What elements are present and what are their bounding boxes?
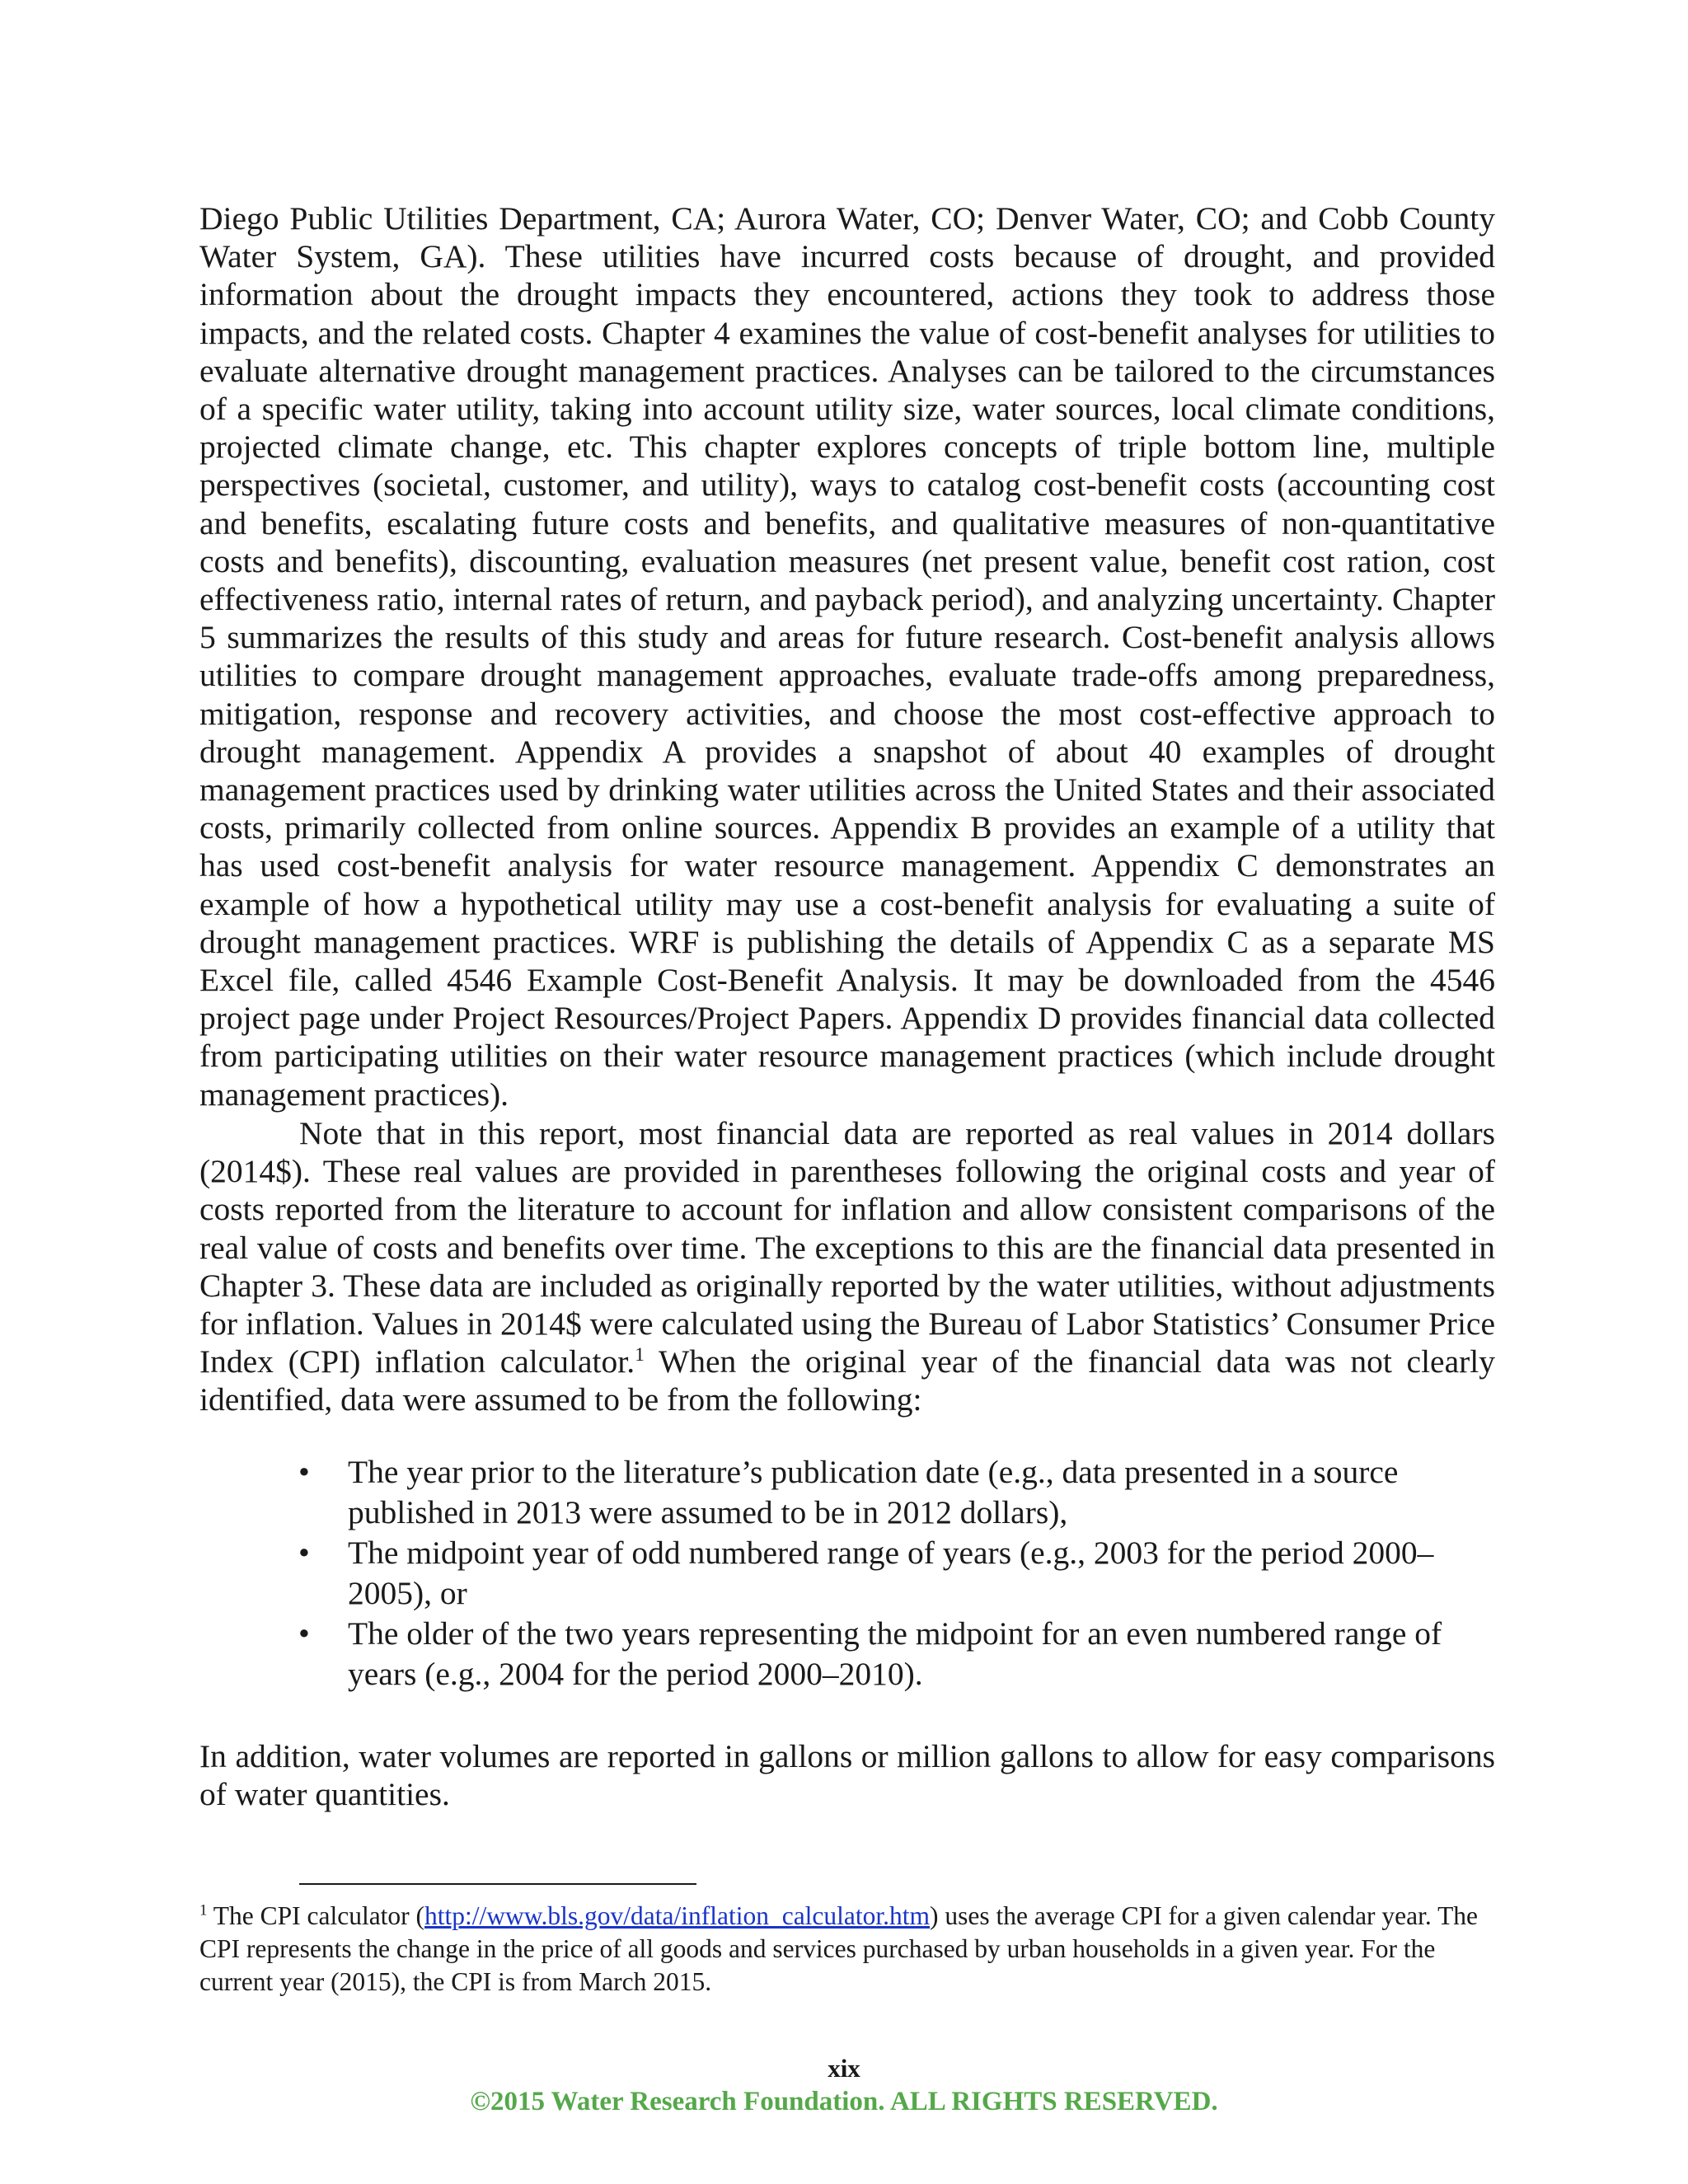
- paragraph-2-text-start: Note that in this report, most financial data are reported as real values in 2014 dollars (2014$). These real values are provided in parentheses following the original costs and year of costs reported from the literature to account for inflation and allow consistent comparisons of the real value of costs and benefits over time. The exceptions to this are the financial data presented in Chapter 3. These data are included as originally reported by the water utilities, without adjustments for inflation. Values in 2014$ were calculated using the Bureau of Labor Statistics’ Consumer Price Index (CPI) inflation calculator.: [199, 1115, 1495, 1380]
- bullet-icon: •: [298, 1535, 310, 1571]
- bullet-icon: •: [298, 1615, 310, 1652]
- bullet-text: The year prior to the literature’s publication date (e.g., data presented in a source published in 2013 were assumed to be in 2012 dollars),: [348, 1454, 1399, 1530]
- bullet-text: The older of the two years representing the midpoint for an even numbered range of years (e.g., 2004 for the period 2000–2010).: [348, 1615, 1442, 1692]
- footnote-divider: [299, 1883, 696, 1885]
- paragraph-2-text-end: When the original year of the financial data was not clearly identified, data were assumed to be from the following:: [199, 1343, 1495, 1418]
- footnote-reference[interactable]: 1: [635, 1344, 645, 1366]
- page-number: xix: [828, 2054, 860, 2083]
- bullet-item: [199, 1533, 1495, 1614]
- footnote-text-end: ) uses the average CPI for a given calendar year. The CPI represents the change in the price of all goods and services purchased by urban households in a given year. For the current year (2015), the CPI is from March 2015.: [199, 1901, 1479, 1996]
- body-paragraph-1: Diego Public Utilities Department, CA; Aurora Water, CO; Denver Water, CO; and Cobb County Water System, GA). These utilities have incurred costs because of drought, and provided information about the drought impacts they encountered, actions they took to address those impacts, and the related costs. Chapter 4 examines the value of cost-benefit analyses for utilities to evaluate alternative drought management practices. Analyses can be tailored to the circumstances of a specific water utility, taking into account utility size, water sources, local climate conditions, projected climate change, etc. This chapter explores concepts of triple bottom line, multiple perspectives (societal, customer, and utility), ways to catalog cost-benefit costs (accounting cost and benefits, escalating future costs and benefits, and qualitative measures of non-quantitative costs and benefits), discounting, evaluation measures (net present value, benefit cost ration, cost effectiveness ratio, internal rates of return, and payback period), and analyzing uncertainty. Chapter 5 summarizes the results of this study and areas for future research. Cost-benefit analysis allows utilities to compare drought management approaches, evaluate trade-offs among preparedness, mitigation, response and recovery activities, and choose the most cost-effective approach to drought management. Appendix A provides a snapshot of about 40 examples of drought management practices used by drinking water utilities across the United States and their associated costs, primarily collected from online sources. Appendix B provides an example of a utility that has used cost-benefit analysis for water resource management. Appendix C demonstrates an example of how a hypothetical utility may use a cost-benefit analysis for evaluating a suite of drought management practices. WRF is publishing the details of Appendix C as a separate MS Excel file, called 4546 Example Cost-Benefit Analysis. It may be downloaded from the 4546 project page under Project Resources/Project Papers. Appendix D provides financial data collected from participating utilities on their water resource management practices (which include drought management practices).: [199, 200, 1495, 1113]
- assumption-bullet-list: [199, 1452, 1495, 1694]
- body-paragraph-2: [199, 1114, 1495, 1419]
- cpi-calculator-link[interactable]: http://www.bls.gov/data/inflation_calculator.htm: [424, 1901, 931, 1930]
- bullet-item: [199, 1614, 1495, 1694]
- bullet-text: The midpoint year of odd numbered range of years (e.g., 2003 for the period 2000–2005), or: [348, 1535, 1434, 1611]
- copyright-notice: ©2015 Water Research Foundation. ALL RIGHTS RESERVED.: [470, 2087, 1218, 2116]
- bullet-icon: •: [298, 1454, 310, 1490]
- footnote: [199, 1900, 1495, 1999]
- body-paragraph-3: In addition, water volumes are reported in gallons or million gallons to allow for easy comparisons of water quantities.: [199, 1738, 1495, 1813]
- footnote-text-start: The CPI calculator (: [207, 1901, 425, 1930]
- footnote-marker: 1: [199, 1901, 208, 1919]
- bullet-item: [199, 1452, 1495, 1533]
